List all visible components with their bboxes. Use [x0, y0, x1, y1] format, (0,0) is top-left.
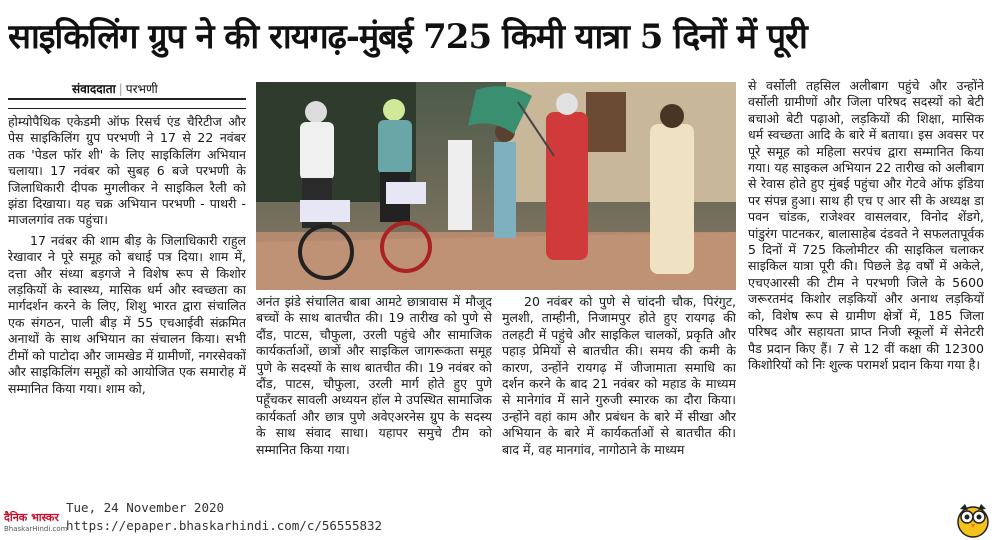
logo-text: दैनिक भास्कर	[4, 511, 59, 524]
byline-place: परभणी	[125, 82, 158, 96]
news-photo	[256, 82, 736, 290]
photo-illustration	[256, 82, 736, 290]
paragraph: होम्योपैथिक एकेडमी ऑफ रिसर्च एंड चैरिटीज और पेस साइकिलिंग ग्रुप परभणी ने 17 से 22 नवंबर तक 'पेडल फॉर शी' के लिए साइकिलिंग अभियान चलाया। 17 नवंबर को सुबह 6 बजे परभणी के जिलाधिकारी दीपक मुगलीकर ने साइकिल रैली को झंडा दिखाया। यह चक्र अभियान परभणी - पाथरी - माजलगांव तक पहुंचा।	[8, 114, 246, 228]
article-column-1	[8, 114, 246, 474]
epaper-link[interactable]: https://epaper.bhaskarhindi.com/c/56555832	[66, 518, 383, 533]
byline-reporter: संवाददाता	[72, 82, 116, 96]
edition-date: Tue, 24 November 2020	[66, 500, 225, 515]
byline	[72, 80, 158, 97]
newspaper-logo	[4, 510, 67, 533]
headline: साइकिलिंग ग्रुप ने की रायगढ़-मुंबई 725 किमी यात्रा 5 दिनों में पूरी	[8, 17, 807, 57]
column-rule	[8, 98, 246, 109]
owl-mascot-icon	[956, 500, 990, 538]
article-column-2	[256, 294, 492, 484]
paragraph: अनंत झंडे संचालित बाबा आमटे छात्रावास में मौजूद बच्चों के साथ बातचीत की। 19 तारीख को पुणे से दौंड, पाटस, चौफुला, उरली पहुंचे और सामाजिक कार्यकर्ताओं, छात्रों और साइकिल जागरूकता समूह पुणे के सदस्यों के साथ बातचीत की। 19 नवंबर को दौंड, पाटस, चौफुला, उरली मार्ग होते हुए पुणे पहूँचकर सावली अध्ययन हॉल मे उपस्थित सामाजिक कार्यकर्ता और छात्र पुणे अवेएअरनेस ग्रुप के सदस्य के साथ संवाद साधा। यहापर समुचे टीम को सम्मानित किया गया।	[256, 294, 492, 457]
logo-subtext: BhaskarHindi.com	[4, 525, 68, 533]
article-column-3	[502, 294, 736, 484]
byline-separator: |	[118, 82, 123, 96]
paragraph: 20 नवंबर को पुणे से चांदनी चौक, पिरंगुट, मुलशी, ताम्हीनी, निजामपुर होते हुए रायगढ़ की तलहटी में पहुंचे और साइकिल चालकों, प्रकृति और पहाड़ प्रेमियों से बातचीत की। समय की कमी के कारण, उन्होंने रायगढ़ में जीजामाता समाधि का दर्शन करने के बाद 21 नवंबर को महाड के माध्यम से मानेगांव में साने गुरुजी स्मारक का दौरा किया। उन्होंने वहां काम और प्रबंधन के बारे में सीखा और अभियान के बारे में कार्यकर्ताओं से बातचीत की। बाद में, वह मानगांव, नागोठाने के माध्यम	[502, 294, 736, 457]
paragraph: से वर्सोली तहसिल अलीबाग पहुंचे और उन्होंने वर्सोली ग्रामीणों और जिला परिषद सदस्यों को बेटी बचाओ बेटी पढ़ाओ, लड़कियों की शिक्षा, मासिक धर्म स्वच्छता आदि के बारे में बताया। इस अवसर पर पूरे समूह को महिला सरपंच द्वारा सम्मानित किया गया। यह साइकल अभियान 22 तारीख को अलीबाग से रेवास होते हुए मुंबई पहुंचा और गेटवे ऑफ इंडिया पर संपन्न हुआ। साथ ही एच ए आर सी के अध्यक्ष डा पवन चांडक, राजेश्वर वासलवार, विनोद शेंडगे, पांडुरंग पाटनकर, बालासाहेब दंडवते ने सफलतापूर्वक 5 दिनों में 725 किलोमीटर की साइकिल चलाकर साइकिल यात्रा पूरी की। पिछले डेढ़ वर्षों में अकेले, एचएआरसी की टीम ने परभणी जिले के 5600 जरूरतमंद किशोर लड़कियों और अनाथ लड़कियों को, विशेष रूप से ग्रामीण क्षेत्रों में, 185 जिला परिषद और सहायता प्राप्त निजी स्कूलों में सेनेटरी पैड प्रदान किए हैं। 7 से 12 वीं कक्षा की 12300 किशोरियों को निः शुल्क परामर्श प्रदान किया गया है।	[748, 78, 984, 372]
paragraph: 17 नवंबर की शाम बीड़ के जिलाधिकारी राहुल रेखावार ने पूरे समूह को बधाई पत्र दिया। शाम में, दत्ता और संध्या बड़गजे ने विशेष रूप से किशोर लड़कियों के स्वास्थ्य, मासिक धर्म और स्वच्छता का मार्गदर्शन करने के लिए, शिशु भारत द्वारा संचालित एक संगठन, पाली बीड़ में 55 एचआईवी संक्रमित अनाथों के साथ अभियान का संचालन किया। सभी टीमों को पाटोदा और जामखेड में ग्रामीणों, नगरसेवकों और साइकिलिंग समूहों को आयोजित एक समारोह में सम्मानित किया गया। शाम को,	[8, 232, 246, 396]
article-column-4	[748, 78, 984, 488]
